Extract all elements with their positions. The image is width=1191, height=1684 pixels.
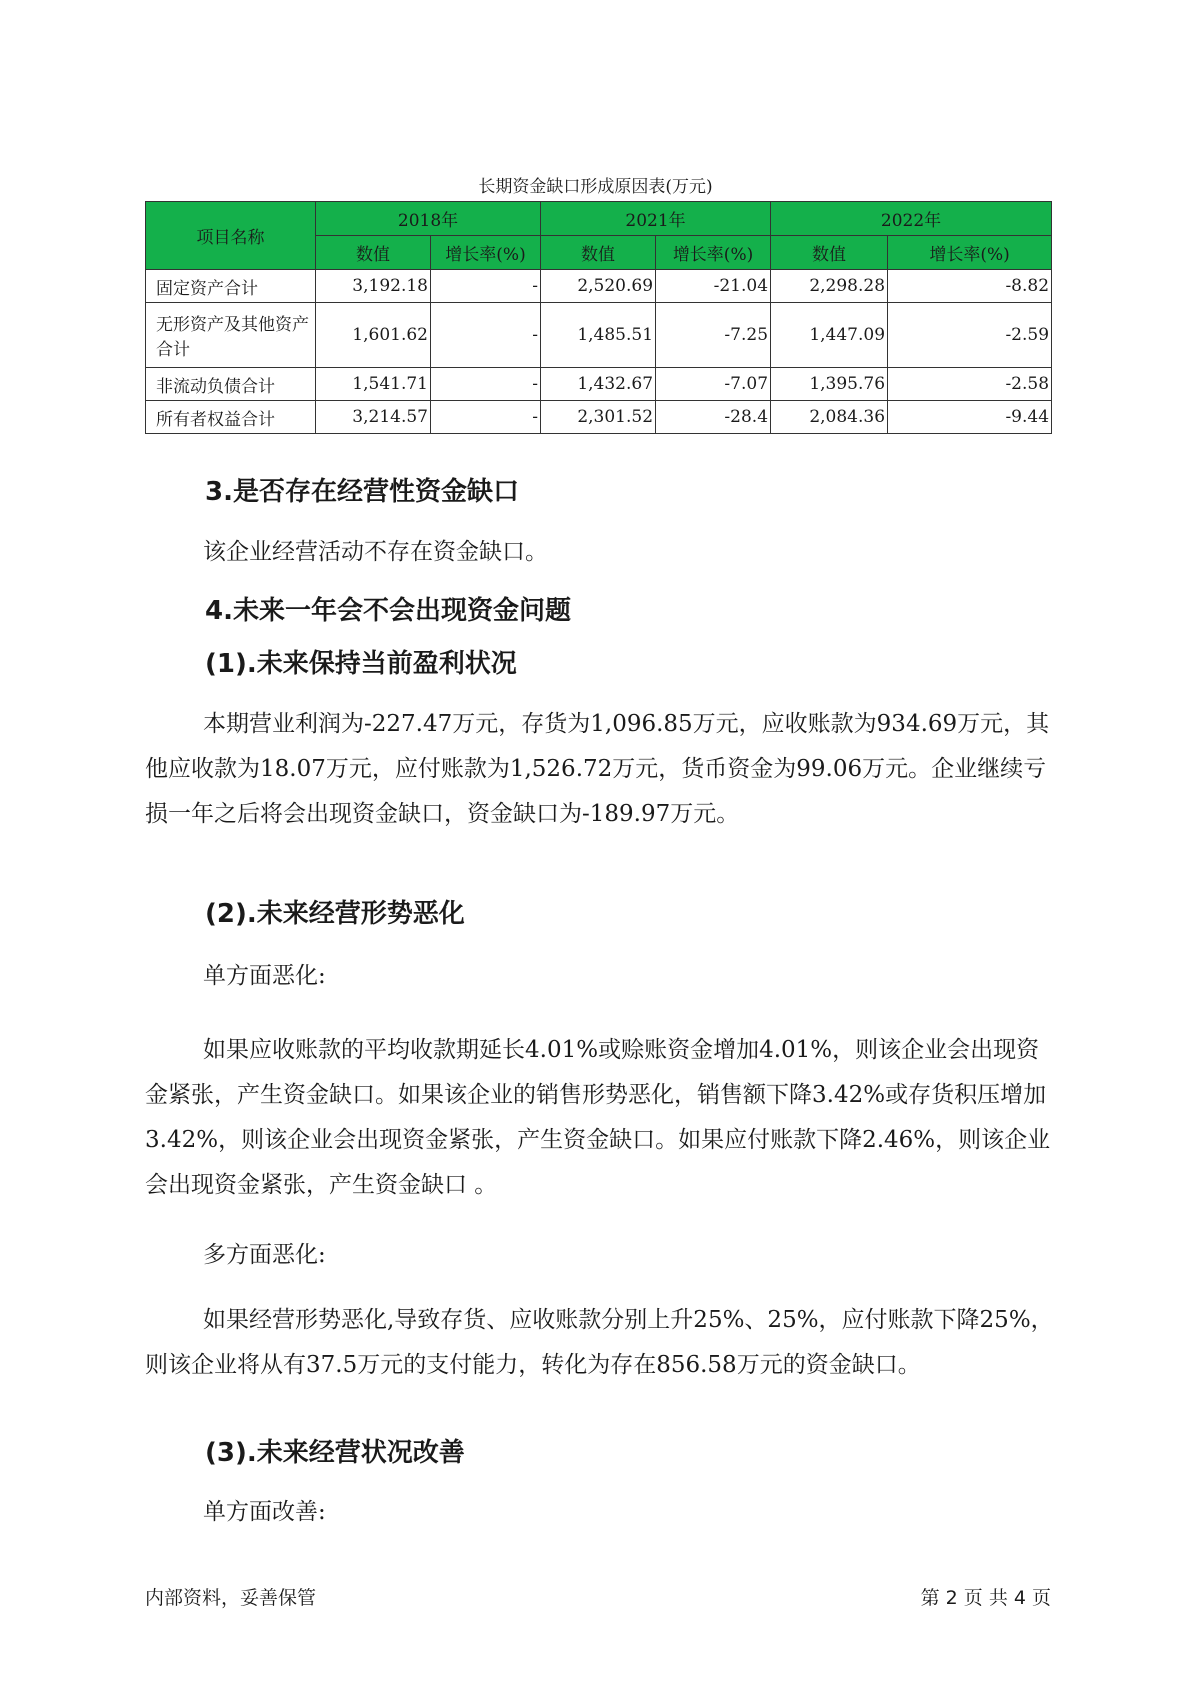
row-name: 固定资产合计 xyxy=(146,270,316,303)
value-header: 数值 xyxy=(771,236,888,270)
table-cell: -7.25 xyxy=(656,303,771,368)
table-cell: 1,395.76 xyxy=(771,368,888,401)
table-cell: 2,520.69 xyxy=(541,270,656,303)
year-header: 2021年 xyxy=(541,202,771,236)
table-row xyxy=(146,368,1052,401)
table-cell: 3,192.18 xyxy=(316,270,431,303)
table-row xyxy=(146,303,1052,368)
table-cell: 1,432.67 xyxy=(541,368,656,401)
table-cell: 1,447.09 xyxy=(771,303,888,368)
table-cell: -28.4 xyxy=(656,401,771,434)
section-4-heading: 4.未来一年会不会出现资金问题 xyxy=(205,596,571,626)
table-cell: 2,084.36 xyxy=(771,401,888,434)
value-header: 数值 xyxy=(316,236,431,270)
section-4-3-heading: (3).未来经营状况改善 xyxy=(205,1438,465,1468)
growth-header: 增长率(%) xyxy=(431,236,541,270)
table-row xyxy=(146,401,1052,434)
table-cell: 2,301.52 xyxy=(541,401,656,434)
footer-confidential-note: 内部资料，妥善保管 xyxy=(145,1587,317,1609)
table-cell: 1,485.51 xyxy=(541,303,656,368)
item-name-header: 项目名称 xyxy=(146,202,316,270)
table-caption: 长期资金缺口形成原因表(万元) xyxy=(478,177,713,197)
table-cell: -8.82 xyxy=(888,270,1052,303)
row-name: 所有者权益合计 xyxy=(146,401,316,434)
table-row xyxy=(146,270,1052,303)
single-worsening-text: 如果应收账款的平均收款期延长4.01%或赊账资金增加4.01%，则该企业会出现资金紧张，产生资金缺口。如果该企业的销售形势恶化，销售额下降3.42%或存货积压增加3.42%，则该企业会出现资金紧张，产生资金缺口。如果应付账款下降2.46%，则该企业会出现资金紧张，产生资金缺口 。 xyxy=(145,1037,1051,1198)
table-cell: - xyxy=(431,368,541,401)
year-header: 2022年 xyxy=(771,202,1052,236)
table-cell: 2,298.28 xyxy=(771,270,888,303)
single-improvement-label: 单方面改善: xyxy=(203,1499,326,1525)
table-cell: - xyxy=(431,401,541,434)
section-4-1-text: 本期营业利润为-227.47万元，存货为1,096.85万元，应收账款为934.69万元，其他应收款为18.07万元，应付账款为1,526.72万元，货币资金为99.06万元。企业继续亏损一年之后将会出现资金缺口，资金缺口为-189.97万元。 xyxy=(145,711,1050,827)
growth-header: 增长率(%) xyxy=(656,236,771,270)
table-cell: -7.07 xyxy=(656,368,771,401)
single-worsening-label: 单方面恶化: xyxy=(203,963,326,989)
year-header: 2018年 xyxy=(316,202,541,236)
section-3-text: 该企业经营活动不存在资金缺口。 xyxy=(203,539,548,565)
table-cell: - xyxy=(431,270,541,303)
table-cell: 3,214.57 xyxy=(316,401,431,434)
value-header: 数值 xyxy=(541,236,656,270)
multi-worsening-text: 如果经营形势恶化,导致存货、应收账款分别上升25%、25%，应付账款下降25%，则该企业将从有37.5万元的支付能力，转化为存在856.58万元的资金缺口。 xyxy=(145,1307,1054,1378)
table-cell: -9.44 xyxy=(888,401,1052,434)
table-cell: 1,541.71 xyxy=(316,368,431,401)
row-name: 无形资产及其他资产合计 xyxy=(146,303,316,368)
table-cell: -2.59 xyxy=(888,303,1052,368)
row-name: 非流动负债合计 xyxy=(146,368,316,401)
table-cell: 1,601.62 xyxy=(316,303,431,368)
footer-page-number: 第 2 页 共 4 页 xyxy=(920,1587,1051,1609)
section-3-heading: 3.是否存在经营性资金缺口 xyxy=(205,477,519,507)
table-cell: - xyxy=(431,303,541,368)
multi-worsening-label: 多方面恶化: xyxy=(203,1242,326,1268)
table-cell: -21.04 xyxy=(656,270,771,303)
funding-gap-table xyxy=(145,201,1052,434)
section-4-1-heading: (1).未来保持当前盈利状况 xyxy=(205,649,517,679)
growth-header: 增长率(%) xyxy=(888,236,1052,270)
table-cell: -2.58 xyxy=(888,368,1052,401)
section-4-2-heading: (2).未来经营形势恶化 xyxy=(205,899,465,929)
